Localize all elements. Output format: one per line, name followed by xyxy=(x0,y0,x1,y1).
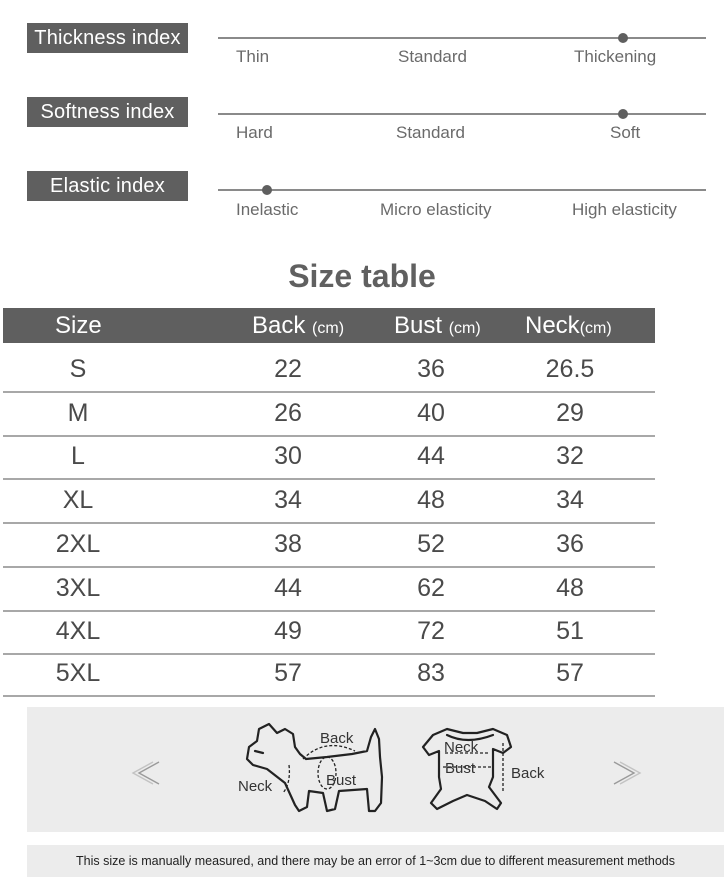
neck-cell: 57 xyxy=(556,659,584,687)
dog-bust-label: Bust xyxy=(326,772,357,789)
diagram-illustration xyxy=(27,707,724,832)
softness-right-text: Soft xyxy=(610,123,641,142)
softness-scale-line xyxy=(218,113,706,115)
table-row xyxy=(3,652,655,697)
size-table-header xyxy=(3,308,655,343)
neck-cell: 36 xyxy=(556,530,584,558)
size-cell: 5XL xyxy=(55,659,101,687)
thickness-scale-line xyxy=(218,37,706,39)
size-cell: XL xyxy=(62,486,94,514)
clothes-neck-label: Neck xyxy=(444,739,479,756)
neck-cell: 34 xyxy=(556,486,584,514)
table-row xyxy=(3,479,655,524)
back-cell: 57 xyxy=(274,659,302,687)
dog-neck-label: Neck xyxy=(238,778,273,795)
neck-cell: 48 xyxy=(556,574,584,602)
back-cell: 44 xyxy=(274,574,302,602)
table-row xyxy=(3,435,655,480)
softness-left-text: Hard xyxy=(236,123,273,142)
bust-cell: 83 xyxy=(417,659,445,687)
elastic-index-label: Elastic index xyxy=(27,171,188,201)
dog-icon xyxy=(247,724,382,811)
elastic-level-marker xyxy=(262,185,272,195)
back-cell: 34 xyxy=(274,486,302,514)
size-cell: 4XL xyxy=(55,617,101,645)
size-cell: M xyxy=(67,399,89,427)
neck-cell: 26.5 xyxy=(545,355,595,383)
thickness-right-text: Thickening xyxy=(574,47,657,66)
back-cell: 30 xyxy=(274,442,302,470)
measurement-diagram xyxy=(27,707,724,832)
elastic-middle-text: Micro elasticity xyxy=(380,200,492,219)
thickness-index-label: Thickness index xyxy=(27,23,188,53)
table-row xyxy=(3,348,655,393)
neck-cell: 29 xyxy=(556,399,584,427)
thickness-middle-text: Standard xyxy=(398,47,467,66)
bust-cell: 72 xyxy=(417,617,445,645)
back-cell: 26 xyxy=(274,399,302,427)
thickness-left-text: Thin xyxy=(236,47,270,66)
size-table-title: Size table xyxy=(288,258,436,294)
chevron-right-icon[interactable] xyxy=(614,762,640,784)
neck-cell: 51 xyxy=(556,617,584,645)
bust-cell: 40 xyxy=(417,399,445,427)
header-bust: Bust (cm) xyxy=(394,312,481,339)
bust-cell: 44 xyxy=(417,442,445,470)
bust-cell: 52 xyxy=(417,530,445,558)
header-neck: Neck(cm) xyxy=(525,312,612,339)
size-cell: 3XL xyxy=(55,574,101,602)
back-cell: 38 xyxy=(274,530,302,558)
softness-index-label: Softness index xyxy=(27,97,188,127)
chevron-left-icon[interactable] xyxy=(133,762,159,784)
clothes-bust-label: Bust xyxy=(445,760,476,777)
table-row xyxy=(3,610,655,655)
bust-cell: 48 xyxy=(417,486,445,514)
dog-back-label: Back xyxy=(320,730,354,747)
elastic-left-text: Inelastic xyxy=(236,200,299,219)
softness-level-marker xyxy=(618,109,628,119)
back-cell: 49 xyxy=(274,617,302,645)
bust-cell: 62 xyxy=(417,574,445,602)
elastic-scale-line xyxy=(218,189,706,191)
bust-cell: 36 xyxy=(417,355,445,383)
elastic-right-text: High elasticity xyxy=(572,200,677,219)
back-cell: 22 xyxy=(274,355,302,383)
header-size: Size xyxy=(55,312,102,339)
measurement-note: This size is manually measured, and there may be an error of 1~3cm due to different measurement methods xyxy=(27,845,724,877)
size-cell: S xyxy=(69,355,87,383)
table-row xyxy=(3,392,655,437)
table-row xyxy=(3,523,655,568)
clothes-back-label: Back xyxy=(511,765,545,782)
softness-middle-text: Standard xyxy=(396,123,465,142)
neck-cell: 32 xyxy=(556,442,584,470)
size-cell: 2XL xyxy=(55,530,101,558)
thickness-level-marker xyxy=(618,33,628,43)
size-cell: L xyxy=(71,442,85,470)
header-back: Back (cm) xyxy=(252,312,345,339)
table-row xyxy=(3,567,655,612)
